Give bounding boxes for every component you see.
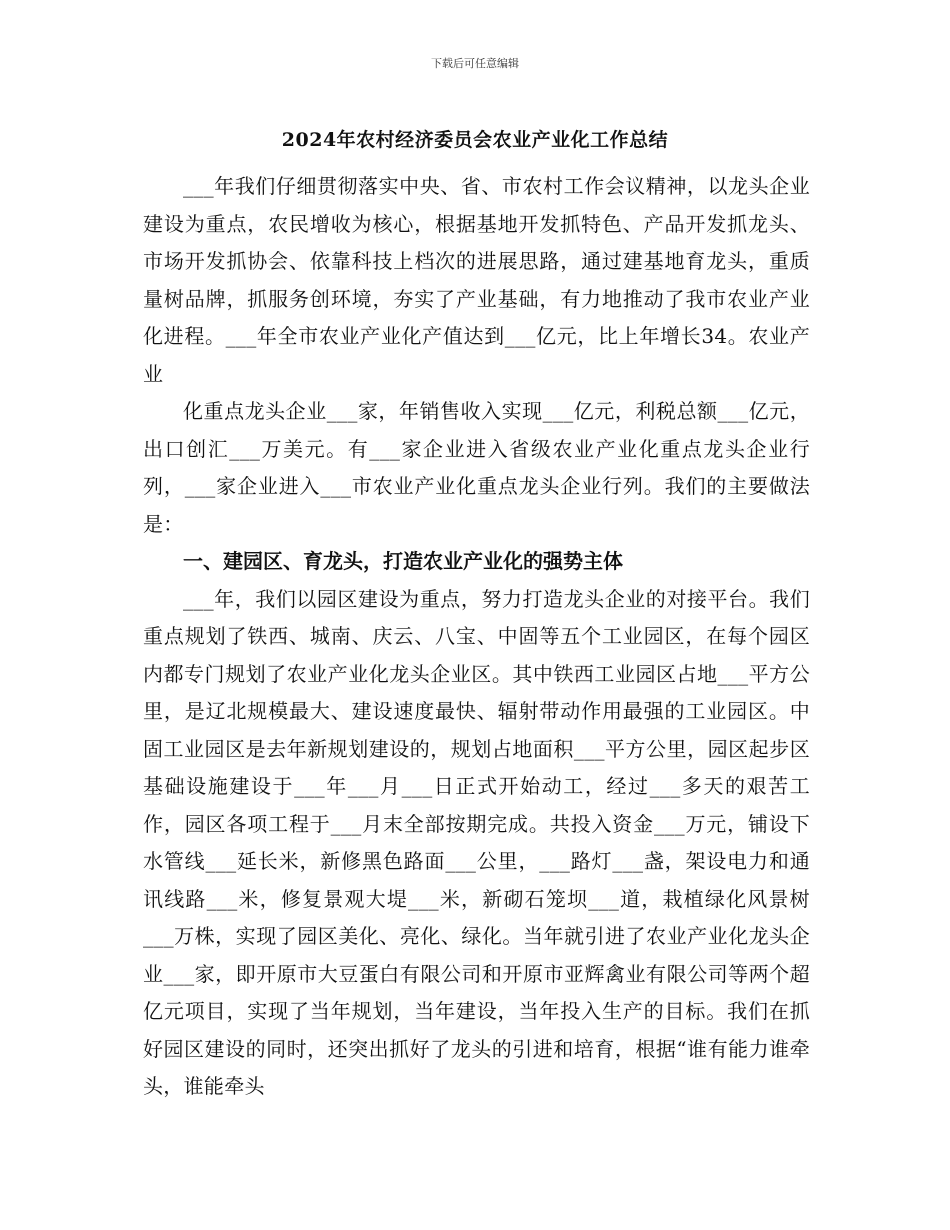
paragraph-enterprises: 化重点龙头企业___家，年销售收入实现___亿元，利税总额___亿元，出口创汇___万美元。有___家企业进入省级农业产业化重点龙头企业行列，___家企业进入___市农业产业化重点龙头企业行列。我们的主要做法是： xyxy=(143,399,810,536)
document-body xyxy=(143,168,810,1106)
document-title: 2024年农村经济委员会农业产业化工作总结 xyxy=(281,129,669,151)
paragraph-industrial-parks: ___年，我们以园区建设为重点，努力打造龙头企业的对接平台。我们重点规划了铁西、城南、庆云、八宝、中固等五个工业园区，在每个园区内都专门规划了农业产业化龙头企业区。其中铁西工业园区占地___平方公里，是辽北规模最大、建设速度最快、辐射带动作用最强的工业园区。中固工业园区是去年新规划建设的，规划占地面积___平方公里，园区起步区基础设施建设于___年___月___日正式开始动工，经过___多天的艰苦工作，园区各项工程于___月末全部按期完成。共投入资金___万元，铺设下水管线___延长米，新修黑色路面___公里，___路灯___盏，架设电力和通讯线路___米，修复景观大堤___米，新砌石笼坝___道，栽植绿化风景树___万株，实现了园区美化、亮化、绿化。当年就引进了农业产业化龙头企业___家，即开原市大豆蛋白有限公司和开原市亚辉禽业有限公司等两个超亿元项目，实现了当年规划，当年建设，当年投入生产的目标。我们在抓好园区建设的同时，还突出抓好了龙头的引进和培育，根据“谁有能力谁牵头，谁能牵头 xyxy=(143,586,810,1098)
paragraph-intro: ___年我们仔细贯彻落实中央、省、市农村工作会议精神，以龙头企业建设为重点，农民增收为核心，根据基地开发抓特色、产品开发抓龙头、市场开发抓协会、依靠科技上档次的进展思路，通过建基地育龙头，重质量树品牌，抓服务创环境，夯实了产业基础，有力地推动了我市农业产业化进程。___年全市农业产业化产值达到___亿元，比上年增长34。农业产业 xyxy=(143,174,810,386)
section-heading-1: 一、建园区、育龙头，打造农业产业化的强势主体 xyxy=(183,549,623,573)
header-note: 下载后可任意编辑 xyxy=(431,57,519,70)
